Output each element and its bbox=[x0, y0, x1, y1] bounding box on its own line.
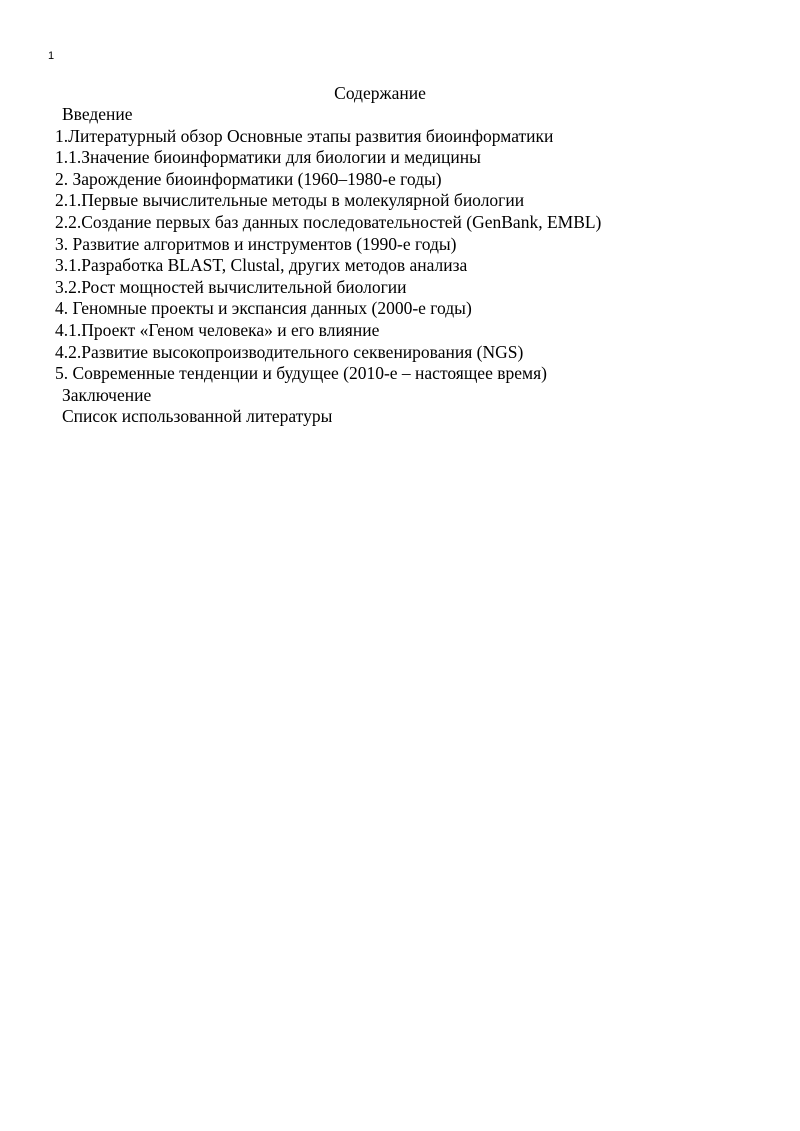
toc-item-2: 2. Зарождение биоинформатики (1960–1980-е годы) bbox=[55, 168, 442, 189]
toc-item-3: 3. Развитие алгоритмов и инструментов (1990-е годы) bbox=[55, 233, 457, 254]
toc-item-3-1: 3.1.Разработка BLAST, Clustal, других методов анализа bbox=[55, 255, 468, 276]
table-of-contents bbox=[0, 104, 601, 428]
toc-item-1-1: 1.1.Значение биоинформатики для биологии и медицины bbox=[55, 147, 481, 168]
toc-item-conclusion: Заключение bbox=[62, 384, 152, 405]
toc-item-references: Список использованной литературы bbox=[62, 406, 333, 427]
toc-item-3-2: 3.2.Рост мощностей вычислительной биологии bbox=[55, 276, 407, 297]
toc-item-introduction: Введение bbox=[62, 104, 133, 124]
page-number: 1 bbox=[48, 50, 55, 62]
toc-item-4: 4. Геномные проекты и экспансия данных (2000-е годы) bbox=[55, 298, 472, 319]
toc-item-4-1: 4.1.Проект «Геном человека» и его влияние bbox=[55, 319, 380, 340]
toc-item-4-2: 4.2.Развитие высокопроизводительного секвенирования (NGS) bbox=[55, 341, 524, 362]
toc-title: Содержание bbox=[334, 83, 426, 103]
toc-item-2-1: 2.1.Первые вычислительные методы в молекулярной биологии bbox=[55, 190, 525, 211]
toc-item-5: 5. Современные тенденции и будущее (2010-е – настоящее время) bbox=[55, 363, 547, 384]
toc-item-1: 1.Литературный обзор Основные этапы развития биоинформатики bbox=[55, 125, 554, 146]
toc-item-2-2: 2.2.Создание первых баз данных последовательностей (GenBank, EMBL) bbox=[55, 211, 602, 232]
